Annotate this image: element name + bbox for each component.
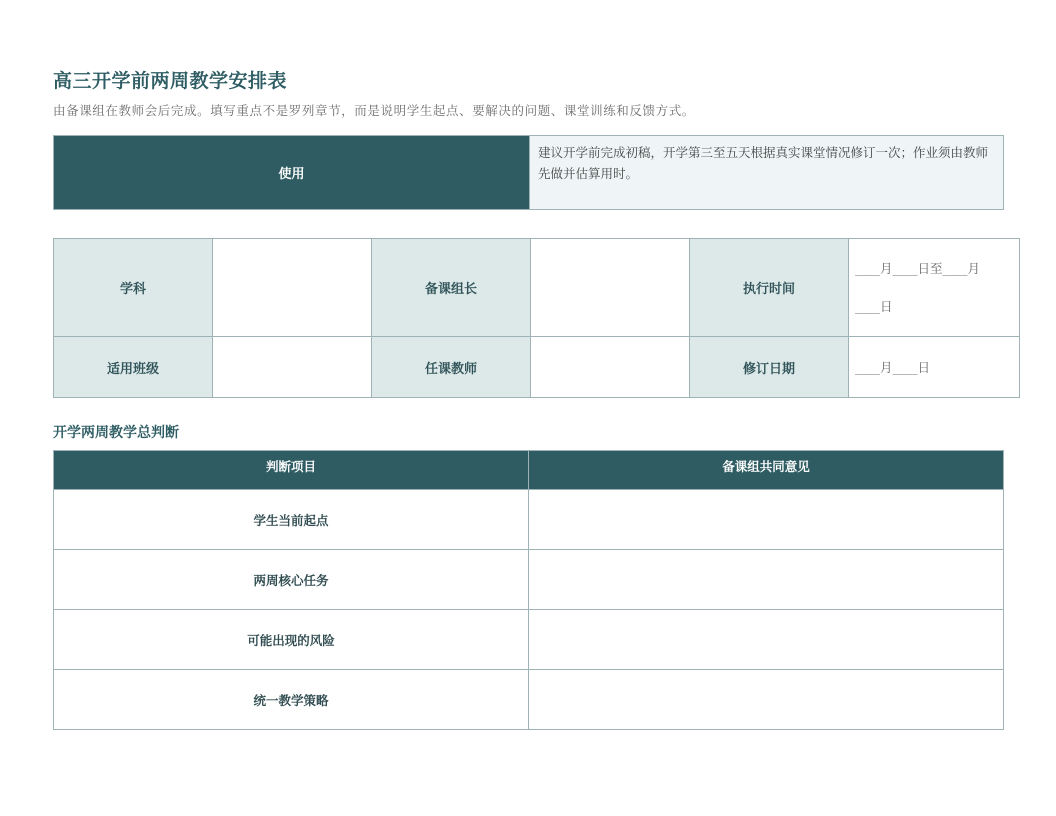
judgment-item: 两周核心任务 [54,550,529,610]
revise-date-label: 修订日期 [690,337,849,398]
table-row [54,670,1004,730]
usage-label: 使用 [54,136,530,210]
teacher-field[interactable] [531,337,690,398]
usage-table [53,135,1004,210]
subject-field[interactable] [213,239,372,337]
leader-field[interactable] [531,239,690,337]
opinion-field[interactable] [529,670,1004,730]
opinion-field[interactable] [529,490,1004,550]
leader-label: 备课组长 [372,239,531,337]
exec-time-line1: ____月____日至____月 [855,260,981,276]
subject-label: 学科 [54,239,213,337]
opinion-field[interactable] [529,610,1004,670]
judgment-table [53,450,1004,730]
table-row [54,490,1004,550]
teacher-label: 任课教师 [372,337,531,398]
judgment-item: 可能出现的风险 [54,610,529,670]
table-row [54,550,1004,610]
classes-label: 适用班级 [54,337,213,398]
page-title: 高三开学前两周教学安排表 [53,70,288,92]
page-subtitle: 由备课组在教师会后完成。填写重点不是罗列章节，而是说明学生起点、要解决的问题、课堂训练和反馈方式。 [53,103,695,118]
section-title: 开学两周教学总判断 [53,425,179,441]
judgment-item: 统一教学策略 [54,670,529,730]
exec-time-label: 执行时间 [690,239,849,337]
revise-date-field[interactable]: ____月____日 [849,337,1020,398]
classes-field[interactable] [213,337,372,398]
column-header-opinion: 备课组共同意见 [529,451,1004,490]
exec-time-line2: ____日 [855,298,893,314]
exec-time-field[interactable] [849,239,1020,337]
table-row [54,610,1004,670]
column-header-item: 判断项目 [54,451,529,490]
opinion-field[interactable] [529,550,1004,610]
judgment-item: 学生当前起点 [54,490,529,550]
info-table [53,238,1020,398]
usage-text: 建议开学前完成初稿，开学第三至五天根据真实课堂情况修订一次；作业须由教师先做并估算用时。 [530,136,1004,210]
